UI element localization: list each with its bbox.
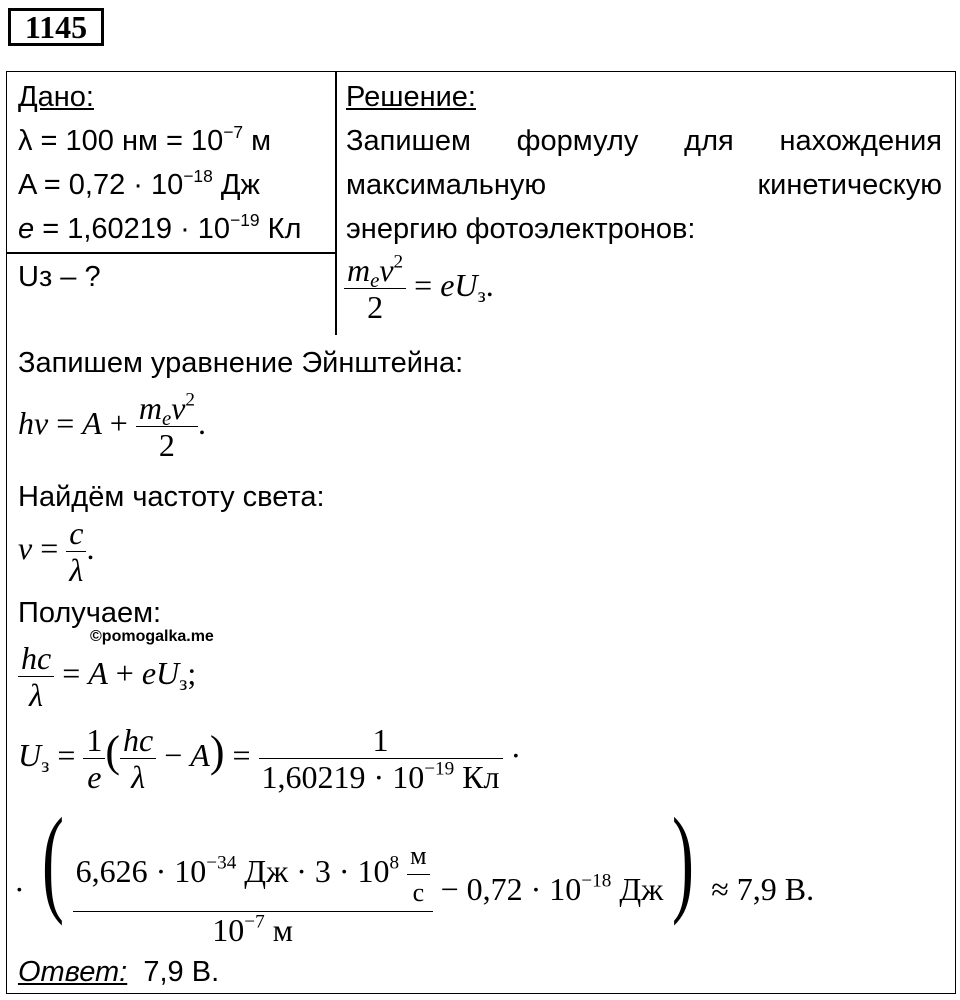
obtain-heading: Получаем: (18, 597, 162, 629)
solution-line-2: максимальную кинетическую (346, 169, 942, 201)
einstein-heading: Запишем уравнение Эйнштейна: (18, 347, 464, 379)
given-heading: Дано: (18, 81, 94, 113)
solution-line-3: энергию фотоэлектронов: (346, 213, 696, 245)
given-divider (6, 252, 336, 254)
einstein-equation: hν = A + $\frac{m_ev^2}{2}$ . (18, 389, 206, 463)
given-charge: $e = 1,60219 \cdot 10^{-19}$ Кл (18, 209, 302, 245)
answer: Ответ: 7,9 В. (18, 956, 220, 988)
solution-line-1: Запишем формулу для нахождения (346, 125, 942, 157)
solution-heading: Решение: (346, 81, 476, 113)
given-lambda: λ = 100 нм = $10^{-7}$ м (18, 121, 272, 157)
numeric-substitution: · ( $6,626 \cdot 10^{-34}$ Дж · $3 \cdot 10^8$ $\frac{м}{с}$ $10^{-7}$ м − $0,72 \cdot 10^{-18}$ Дж) ≈ 7,9 В. (14, 793, 815, 948)
watermark: ©pomogalka.me (90, 628, 214, 645)
find-value: Uз – ? (18, 261, 101, 293)
combined-equation: $\frac{hc}{\lambda}$ = $A + eU_з$; (18, 640, 196, 713)
voltage-formula: $U_з$ = $\frac{1}{e}$ ( $\frac{hc}{\lambda}$ − A) = $\frac{1}{1,60219 \cdot 10^{-19} Кл}$ · (18, 722, 522, 795)
given-work-function: $A = 0,72 \cdot 10^{-18}$ Дж (18, 165, 260, 201)
frequency-heading: Найдём частоту света: (18, 481, 325, 513)
kinetic-energy-formula: $\frac{m_ev^2}{2}$ = $eU_з$. (344, 252, 494, 325)
frequency-formula: ν = $\frac{c}{\lambda}$ . (18, 515, 95, 588)
column-divider (335, 71, 337, 335)
problem-number: 1145 (8, 8, 104, 46)
